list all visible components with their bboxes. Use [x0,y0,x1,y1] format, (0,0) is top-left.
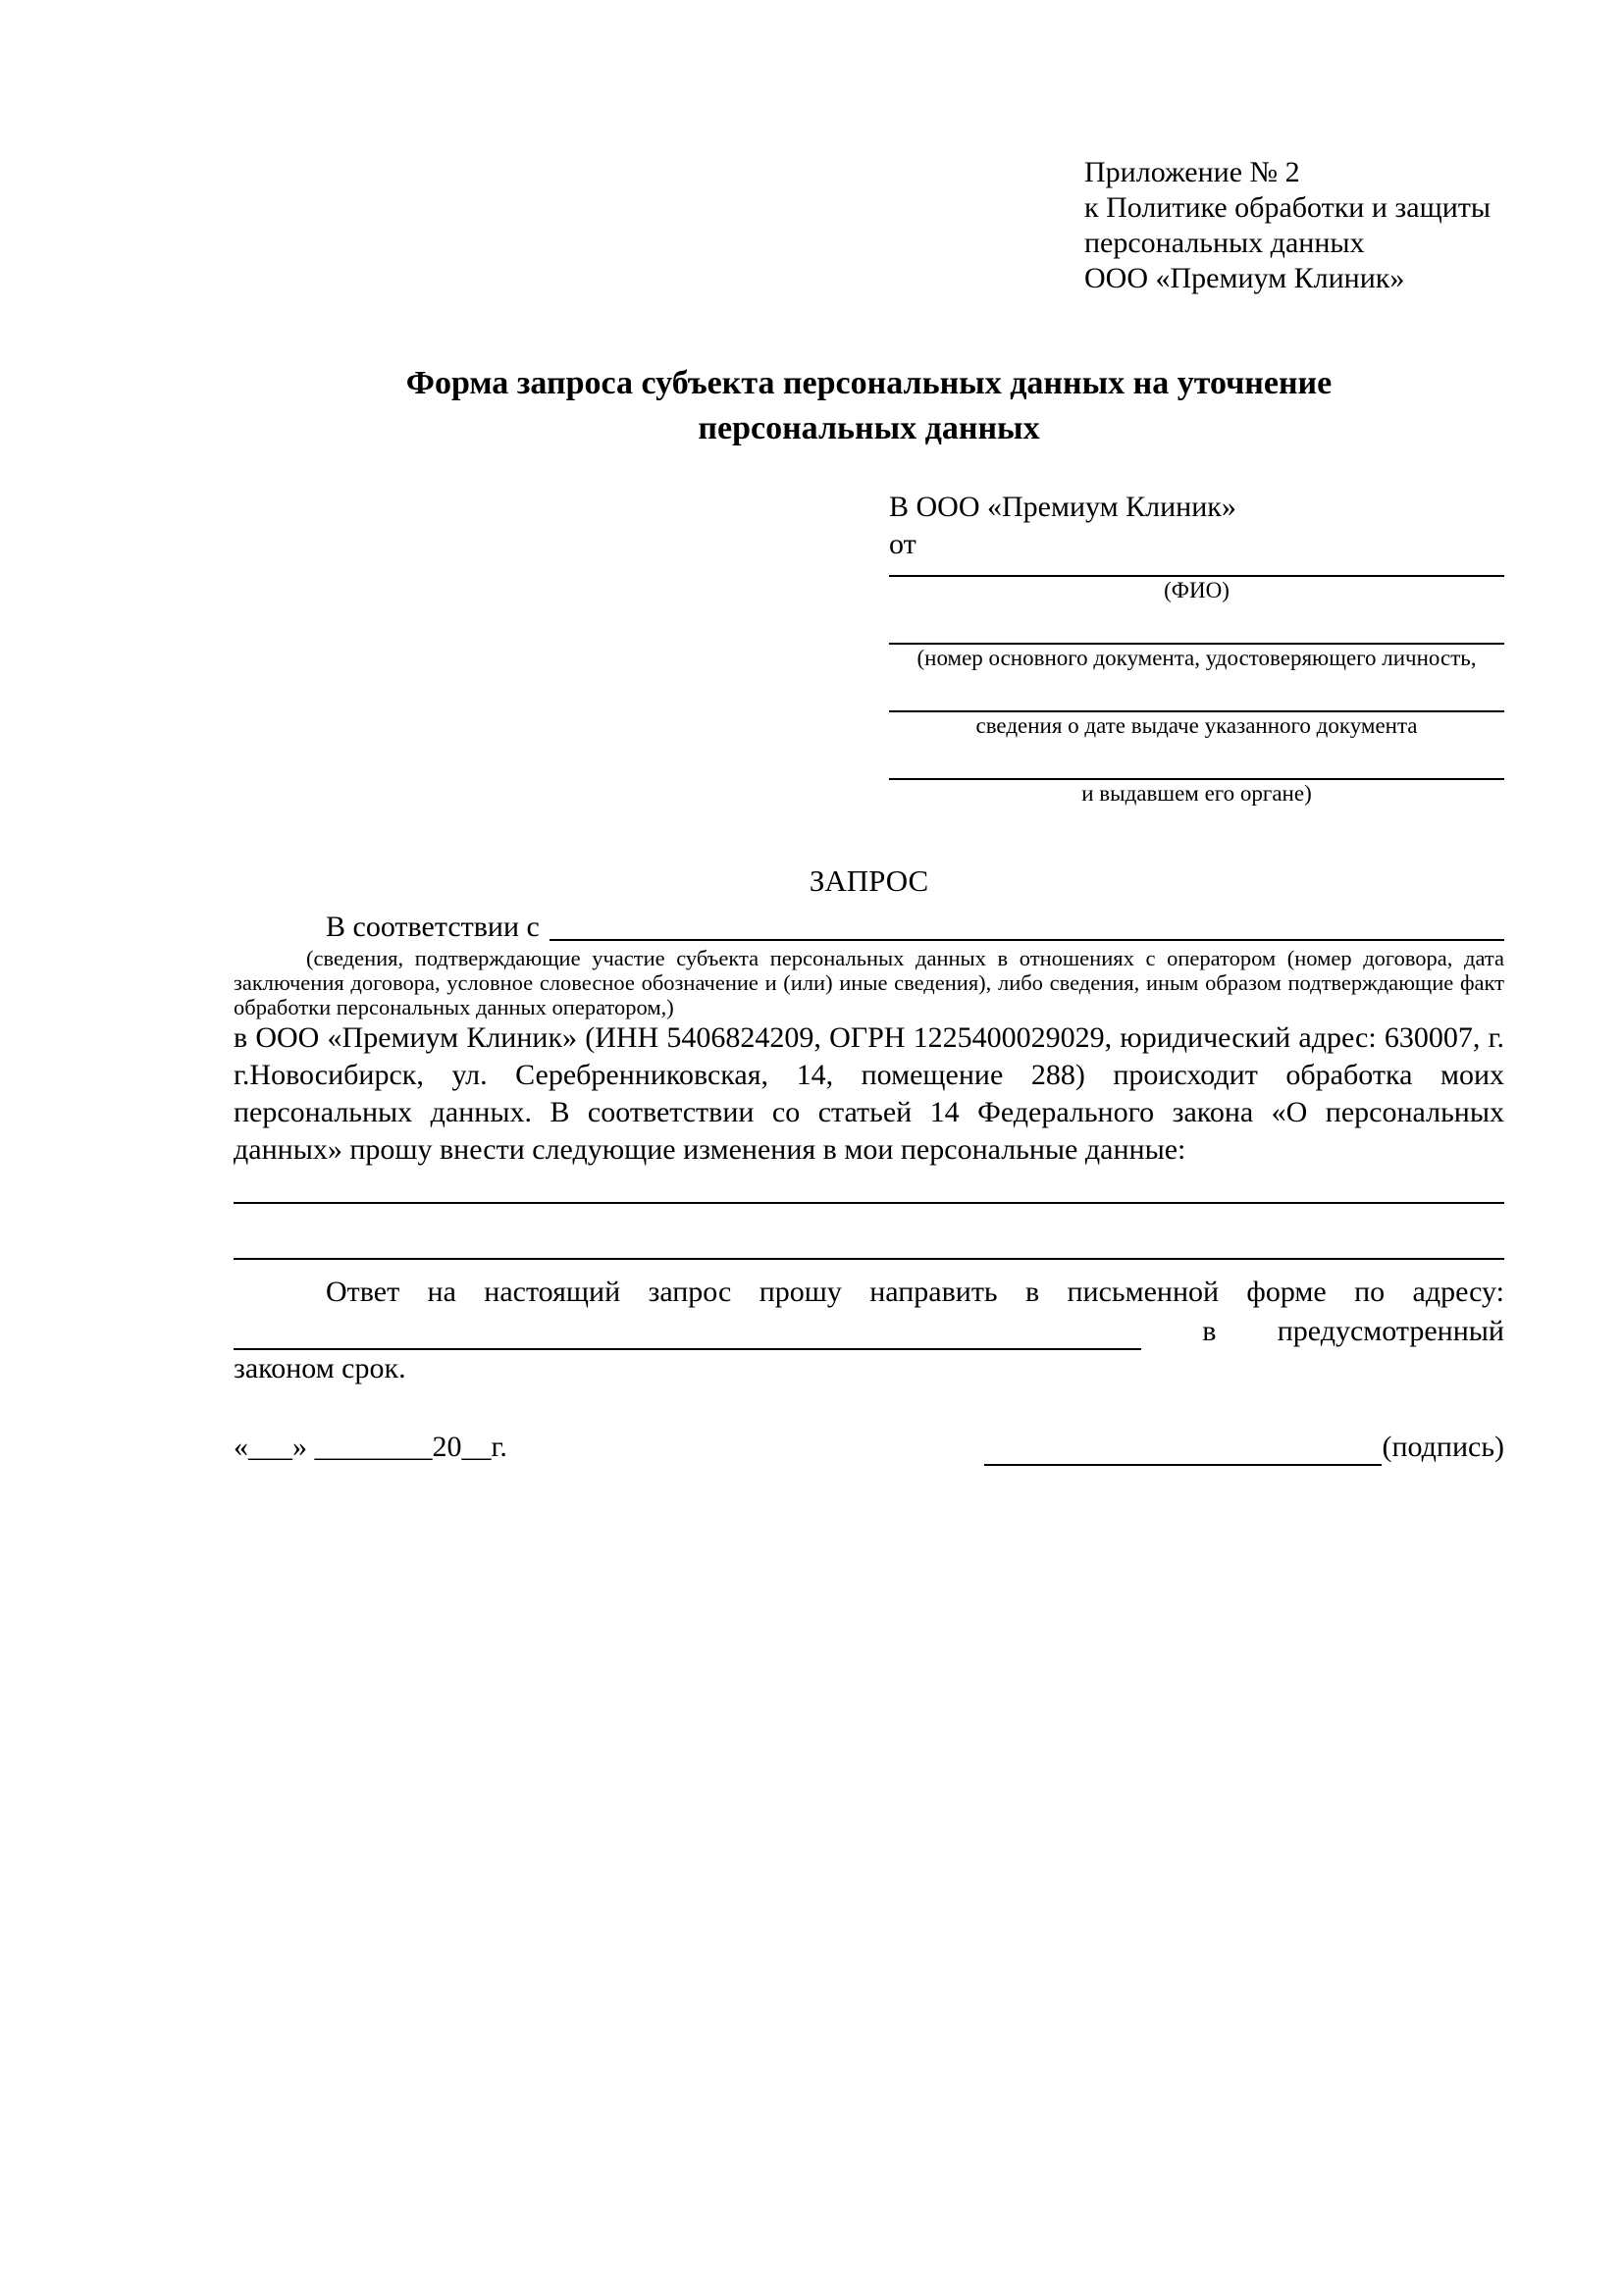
changes-input-line-1[interactable] [234,1169,1504,1204]
document-number-caption: (номер основного документа, удостоверяющего личность, [916,646,1477,670]
basis-label: В соответствии с [326,911,540,943]
request-body: в ООО «Премиум Клиник» (ИНН 5406824209, ОГРН 1225400029029, юридический адрес: 630007, г. г.Новосибирск, ул. Серебренниковская, 14, помещение 288) происходит обработка моих персональных данных. В соответствии со статьей 14 Федерального закона «О персональных данных» прошу внести следующие изменения в мои персональные данные: [234,1021,1504,1166]
document-number-field [889,603,1504,671]
date-signature-row [234,1429,1504,1466]
document-number-input-line[interactable] [889,603,1504,645]
appendix-line: ООО «Премиум Клиник» [1084,262,1405,294]
issue-date-caption: сведения о дате выдаче указанного документа [975,713,1418,738]
issuing-authority-input-line[interactable] [889,739,1504,780]
page-title [234,361,1504,451]
request-heading: ЗАПРОС [809,863,929,898]
page-title-line: персональных данных [698,410,1040,446]
issuing-authority-field [889,739,1504,807]
response-conjunction: в [1202,1315,1217,1347]
addressee-to: В ООО «Премиум Клиник» [889,491,1236,523]
signature-group [984,1429,1504,1466]
response-line-3: законом срок. [234,1352,406,1384]
issue-date-input-line[interactable] [889,671,1504,712]
response-address-row [234,1311,1504,1350]
signature-caption: (подпись) [1382,1431,1504,1463]
addressee-from-label: от [889,528,916,560]
appendix-line: Приложение № 2 [1084,156,1300,188]
fio-caption: (ФИО) [1164,578,1230,602]
appendix-line: персональных данных [1084,227,1365,259]
issue-date-field [889,671,1504,739]
basis-caption: (сведения, подтверждающие участие субъекта персональных данных в отношениях с оператором (номер договора, дата заключения договора, условное словесное обозначение и (или) иные сведения), либо сведения, иным образом подтверждающие факт обработки персональных данных оператором,) [234,946,1504,1019]
fio-field [889,563,1504,603]
basis-row [234,909,1504,946]
addressee-block [889,489,1504,807]
appendix-line: к Политике обработки и защиты [1084,191,1492,224]
address-input-line[interactable] [234,1315,1141,1350]
signature-input-line[interactable] [984,1435,1382,1466]
fio-input-line[interactable] [889,563,1504,577]
date-blank-field[interactable]: «___» ________20__г. [234,1431,507,1463]
issuing-authority-caption: и выдавшем его органе) [1081,781,1312,806]
response-line-1: Ответ на настоящий запрос прошу направить в письменной форме по адресу: [326,1276,1504,1308]
appendix-note [1084,155,1504,296]
response-tail-word: предусмотренный [1277,1315,1504,1347]
page-title-line: Форма запроса субъекта персональных данных на уточнение [405,365,1333,401]
basis-input-line[interactable] [550,909,1504,941]
changes-input-line-2[interactable] [234,1204,1504,1260]
